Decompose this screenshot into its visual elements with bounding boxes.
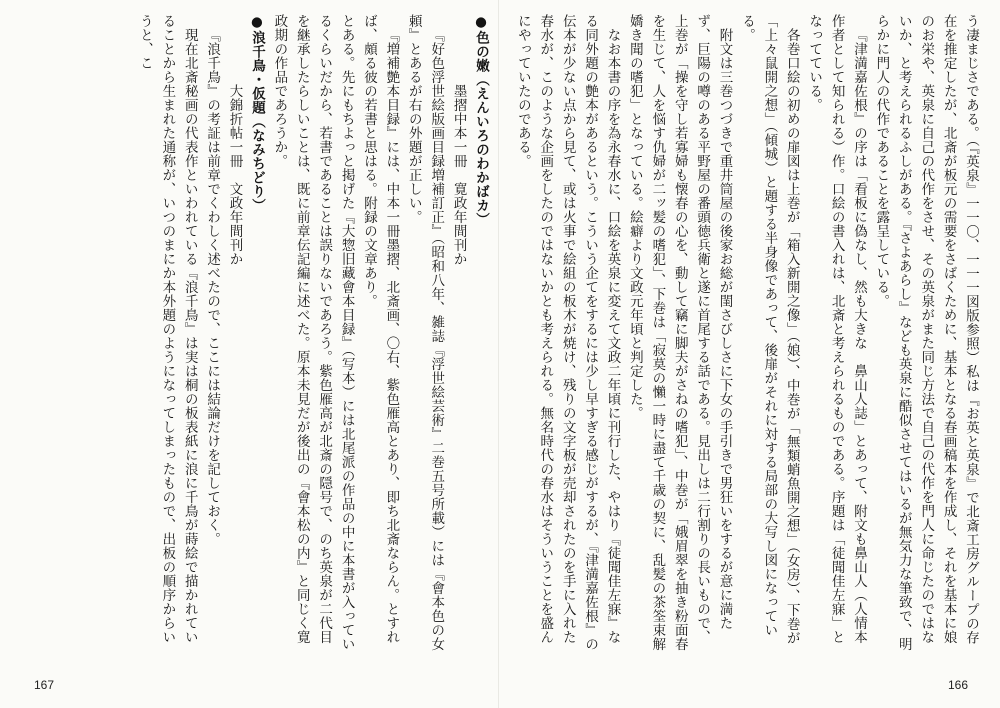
paragraph: う凄まじさである。（『英泉』一一〇、一一一図版参照）私は『お英と英泉』で北斎工房グループの存在を推定したが、北斎が板元の需要をさばくために、基本となる春画稿本を作成し、それを基本に娘のお栄や、英泉に自己の代作をさせ、その英泉がまた同じ方法で自己の代作を門人に命じたのではないか、と考えられるふしがある。『さよあらし』なども英泉に酷似させてはいるが無気力な筆致で、明らかに門人の代作であることを露呈している。 — [873, 14, 979, 652]
paragraph: 現在北斎秘画の代表作といわれている『浪千鳥』は実は桐の板表紙に浪に千鳥が蒔絵で描かれていることから生まれた通称が、いつのまにか本外題のようになってしまったもので、出板の順序からいうと、こ — [136, 14, 198, 644]
paragraph: 『増補艶本目録』には、中本一冊墨摺、北斎画、〇右、紫色雁高とあり、即ち北斎ならん。とすれば、頗る彼の若書と思はる。附録の文章あり。 — [360, 14, 400, 644]
page-166-text — [506, 14, 982, 654]
entry-format-note: 墨摺中本一冊 寛政年間刊か — [450, 84, 467, 267]
page-167-text — [22, 14, 492, 654]
paragraph: なお本書の序を為永春水に、口絵を英泉に変えて文政二年頃に刊行した、やはり『徒聞佳左寐』なる同外題の艶本があるという。こういう企てをするには少し早すぎる感じがするが、『津満嘉佐根』の伝本が少ない点から見て、或は火事で絵組の板木が焼け、残りの文字板が売却されたのを手に入れた春水が、このような企画をしたのではないかとも考えられる。無名時代の春水はそういうことを盛んにやっていたのである。 — [514, 14, 621, 652]
page-number-166: 166 — [948, 678, 969, 692]
page-gutter — [498, 0, 499, 708]
paragraph: 『浪千鳥』の考証は前章でくわしく述べたので、ここには結論だけを記しておく。 — [204, 27, 221, 546]
entry-heading: ●浪千鳥・仮題（なみちどり） — [248, 14, 265, 213]
paragraph: 附文は三巻つづきで重井筒屋の後家お総が閨さびしさに下女の手引きで男狂いをするが意に満たず、巨陽の噂のある平野屋の番頭徳兵衛と遂に首尾する話である。見出しは二行割りの長いもので、上巻が「操を守し若寡婦も懐春の心を、動して竊に脚夫がさねの嗜犯」、中巻が「娥眉翠を抽き粉面春を生じて、人を悩す仇婦が二ッ髪の嗜犯」、下巻は「寂莫の懶一時に盡て千歳の契に、乱髪の茶筌束解嬌き聞の嗜犯」となっている。絵癖より文政元年頃と判定した。 — [626, 14, 733, 652]
page-number-167: 167 — [34, 678, 55, 692]
entry-format-note: 大錦折帖一冊 文政年間刊か — [226, 84, 243, 267]
paragraph: 『津満嘉佐根』の序は「看板に偽なし、然も大きな 鼻山人誌」とあって、附文も鼻山人（人情本作者として知られる）作。口絵の書入れは、北斎と考えられるものである。序題は「徒聞佳左寐」となってている。 — [806, 14, 867, 644]
paragraph: 各巻口絵の初めの扉図は上巻が「箱入新開之像」（娘）、中巻が「無類蛸魚開之想」（女房）、下巻が「上々鼠開之想」（傾城）と題する半身像であって、後扉がそれに対する局部の大写し図になっている。 — [738, 14, 800, 645]
paragraph: 『好色浮世絵版画目録増補訂正』（昭和八年、雑誌『浮世絵芸術』二巻五号所載）には『會本色の女頼』とあるが右の外題が正しい。 — [405, 14, 445, 651]
paragraph: とある。先にもちよっと掲げた『大惣旧藏會本目録』（写本）には北尾派の作品の中に本書が入っているくらいだから、若書であることは誤りないであろう。紫色雁高が北斎の隠号で、のち英泉が二代目を継承したらしいことは、既に前章伝記編に述べた。原本未見だが後出の『會本松の内』と同じく寛政期の作品であろうか。 — [271, 14, 355, 652]
entry-heading: ●色の嫩（えんいろのわかばカ） — [473, 14, 489, 227]
